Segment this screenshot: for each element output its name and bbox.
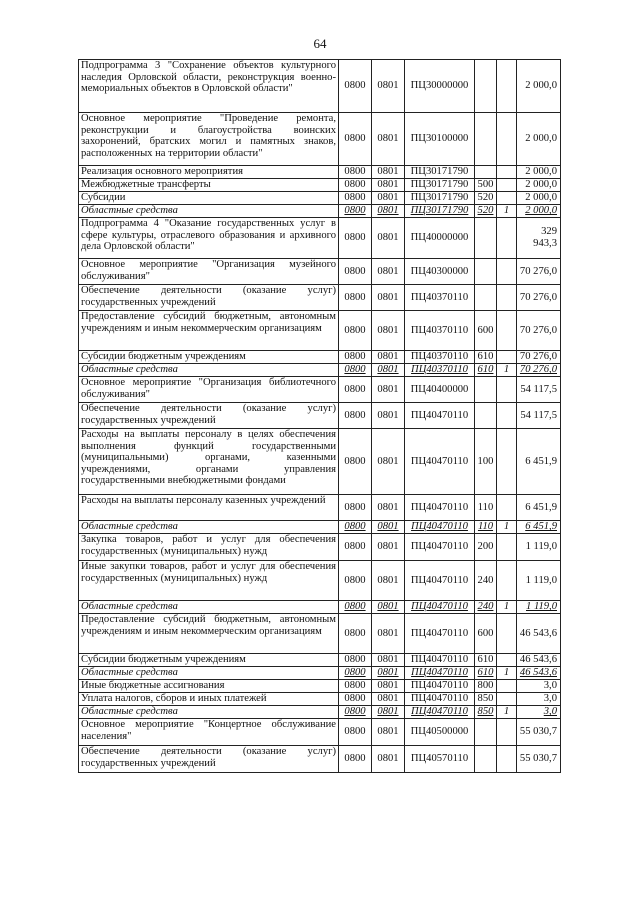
section-code: 0800 xyxy=(339,654,372,667)
amount: 6 451,9 xyxy=(517,495,561,521)
table-row xyxy=(79,311,561,351)
subsection-code: 0801 xyxy=(372,561,405,601)
amount: 6 451,9 xyxy=(517,521,561,534)
row-name: Обеспечение деятельности (оказание услуг) государственных учреждений xyxy=(79,746,339,773)
target-article-code: ПЦ40470110 xyxy=(405,601,475,614)
row-name: Расходы на выплаты персоналу в целях обеспечения выполнения функций государственными (муниципальными) органами, казенными учреждениями, органами управления государственными внебюджетными фондами xyxy=(79,429,339,495)
target-article-code: ПЦ40470110 xyxy=(405,706,475,719)
row-name: Субсидии xyxy=(79,192,339,205)
amount: 3,0 xyxy=(517,706,561,719)
target-article-code: ПЦ40300000 xyxy=(405,259,475,285)
funding-source-code xyxy=(497,259,517,285)
subsection-code: 0801 xyxy=(372,601,405,614)
row-name: Иные бюджетные ассигнования xyxy=(79,680,339,693)
target-article-code: ПЦ40370110 xyxy=(405,351,475,364)
funding-source-code xyxy=(497,377,517,403)
section-code: 0800 xyxy=(339,719,372,746)
row-name: Областные средства xyxy=(79,667,339,680)
row-name: Основное мероприятие "Организация библиотечного обслуживания" xyxy=(79,377,339,403)
table-row xyxy=(79,179,561,192)
amount: 55 030,7 xyxy=(517,719,561,746)
expense-type-code: 520 xyxy=(475,205,497,218)
row-name: Реализация основного мероприятия xyxy=(79,166,339,179)
funding-source-code xyxy=(497,311,517,351)
funding-source-code xyxy=(497,680,517,693)
amount: 3,0 xyxy=(517,680,561,693)
target-article-code: ПЦ40500000 xyxy=(405,719,475,746)
subsection-code: 0801 xyxy=(372,192,405,205)
section-code: 0800 xyxy=(339,429,372,495)
target-article-code: ПЦ40400000 xyxy=(405,377,475,403)
subsection-code: 0801 xyxy=(372,403,405,429)
funding-source-code xyxy=(497,746,517,773)
table-row xyxy=(79,561,561,601)
section-code: 0800 xyxy=(339,614,372,654)
row-name: Подпрограмма 3 "Сохранение объектов культурного наследия Орловской области, реконструкция военно-мемориальных объектов в Орловской области" xyxy=(79,60,339,113)
amount: 2 000,0 xyxy=(517,192,561,205)
target-article-code: ПЦ40370110 xyxy=(405,311,475,351)
section-code: 0800 xyxy=(339,259,372,285)
subsection-code: 0801 xyxy=(372,113,405,166)
row-name: Предоставление субсидий бюджетным, автономным учреждениям и иным некоммерческим организациям xyxy=(79,311,339,351)
subsection-code: 0801 xyxy=(372,495,405,521)
target-article-code: ПЦ30171790 xyxy=(405,205,475,218)
target-article-code: ПЦ40470110 xyxy=(405,534,475,561)
funding-source-code xyxy=(497,654,517,667)
budget-table-body xyxy=(79,60,561,773)
row-name: Предоставление субсидий бюджетным, автономным учреждениям и иным некоммерческим организациям xyxy=(79,614,339,654)
section-code: 0800 xyxy=(339,667,372,680)
expense-type-code: 850 xyxy=(475,706,497,719)
expense-type-code: 850 xyxy=(475,693,497,706)
subsection-code: 0801 xyxy=(372,719,405,746)
table-row xyxy=(79,534,561,561)
table-row xyxy=(79,667,561,680)
page-number: 64 xyxy=(313,36,327,51)
expense-type-code xyxy=(475,113,497,166)
subsection-code: 0801 xyxy=(372,166,405,179)
subsection-code: 0801 xyxy=(372,746,405,773)
table-row xyxy=(79,680,561,693)
section-code: 0800 xyxy=(339,192,372,205)
row-name: Расходы на выплаты персоналу казенных учреждений xyxy=(79,495,339,521)
target-article-code: ПЦ40370110 xyxy=(405,285,475,311)
section-code: 0800 xyxy=(339,680,372,693)
amount: 2 000,0 xyxy=(517,179,561,192)
section-code: 0800 xyxy=(339,746,372,773)
table-row xyxy=(79,403,561,429)
section-code: 0800 xyxy=(339,351,372,364)
amount: 54 117,5 xyxy=(517,377,561,403)
amount: 329 943,3 xyxy=(517,218,561,259)
funding-source-code xyxy=(497,113,517,166)
budget-table xyxy=(78,59,561,773)
subsection-code: 0801 xyxy=(372,179,405,192)
expense-type-code xyxy=(475,218,497,259)
funding-source-code xyxy=(497,561,517,601)
funding-source-code xyxy=(497,534,517,561)
expense-type-code xyxy=(475,746,497,773)
expense-type-code: 110 xyxy=(475,495,497,521)
target-article-code: ПЦ30000000 xyxy=(405,60,475,113)
row-name: Областные средства xyxy=(79,521,339,534)
funding-source-code xyxy=(497,179,517,192)
amount: 1 119,0 xyxy=(517,601,561,614)
expense-type-code xyxy=(475,259,497,285)
target-article-code: ПЦ40570110 xyxy=(405,746,475,773)
subsection-code: 0801 xyxy=(372,351,405,364)
expense-type-code: 110 xyxy=(475,521,497,534)
table-row xyxy=(79,205,561,218)
section-code: 0800 xyxy=(339,166,372,179)
expense-type-code: 610 xyxy=(475,667,497,680)
section-code: 0800 xyxy=(339,218,372,259)
section-code: 0800 xyxy=(339,205,372,218)
row-name: Межбюджетные трансферты xyxy=(79,179,339,192)
table-row xyxy=(79,654,561,667)
table-row xyxy=(79,601,561,614)
table-row xyxy=(79,192,561,205)
subsection-code: 0801 xyxy=(372,680,405,693)
funding-source-code xyxy=(497,429,517,495)
subsection-code: 0801 xyxy=(372,654,405,667)
funding-source-code xyxy=(497,218,517,259)
funding-source-code: 1 xyxy=(497,706,517,719)
funding-source-code xyxy=(497,351,517,364)
row-name: Субсидии бюджетным учреждениям xyxy=(79,351,339,364)
funding-source-code: 1 xyxy=(497,364,517,377)
subsection-code: 0801 xyxy=(372,429,405,495)
amount: 55 030,7 xyxy=(517,746,561,773)
expense-type-code: 520 xyxy=(475,192,497,205)
table-row xyxy=(79,521,561,534)
amount: 1 119,0 xyxy=(517,534,561,561)
funding-source-code: 1 xyxy=(497,521,517,534)
table-row xyxy=(79,166,561,179)
amount: 70 276,0 xyxy=(517,311,561,351)
row-name: Обеспечение деятельности (оказание услуг) государственных учреждений xyxy=(79,403,339,429)
funding-source-code xyxy=(497,614,517,654)
table-row xyxy=(79,259,561,285)
expense-type-code: 600 xyxy=(475,614,497,654)
section-code: 0800 xyxy=(339,403,372,429)
subsection-code: 0801 xyxy=(372,60,405,113)
expense-type-code: 610 xyxy=(475,351,497,364)
row-name: Обеспечение деятельности (оказание услуг) государственных учреждений xyxy=(79,285,339,311)
row-name: Закупка товаров, работ и услуг для обеспечения государственных (муниципальных) нужд xyxy=(79,534,339,561)
target-article-code: ПЦ30100000 xyxy=(405,113,475,166)
amount: 46 543,6 xyxy=(517,667,561,680)
row-name: Основное мероприятие "Концертное обслуживание населения" xyxy=(79,719,339,746)
target-article-code: ПЦ40470110 xyxy=(405,654,475,667)
row-name: Основное мероприятие "Проведение ремонта, реконструкции и благоустройства воинских захоронений, братских могил и памятных знаков, расположенных на территории области" xyxy=(79,113,339,166)
section-code: 0800 xyxy=(339,113,372,166)
subsection-code: 0801 xyxy=(372,534,405,561)
amount: 70 276,0 xyxy=(517,259,561,285)
table-row xyxy=(79,285,561,311)
funding-source-code xyxy=(497,192,517,205)
section-code: 0800 xyxy=(339,521,372,534)
funding-source-code xyxy=(497,693,517,706)
section-code: 0800 xyxy=(339,706,372,719)
subsection-code: 0801 xyxy=(372,364,405,377)
expense-type-code xyxy=(475,285,497,311)
target-article-code: ПЦ30171790 xyxy=(405,179,475,192)
section-code: 0800 xyxy=(339,377,372,403)
expense-type-code: 200 xyxy=(475,534,497,561)
expense-type-code xyxy=(475,60,497,113)
target-article-code: ПЦ40470110 xyxy=(405,495,475,521)
row-name: Иные закупки товаров, работ и услуг для обеспечения государственных (муниципальных) нужд xyxy=(79,561,339,601)
table-row xyxy=(79,351,561,364)
expense-type-code: 600 xyxy=(475,311,497,351)
row-name: Областные средства xyxy=(79,706,339,719)
section-code: 0800 xyxy=(339,693,372,706)
target-article-code: ПЦ40470110 xyxy=(405,403,475,429)
row-name: Областные средства xyxy=(79,364,339,377)
expense-type-code: 610 xyxy=(475,654,497,667)
expense-type-code xyxy=(475,403,497,429)
section-code: 0800 xyxy=(339,601,372,614)
section-code: 0800 xyxy=(339,285,372,311)
subsection-code: 0801 xyxy=(372,285,405,311)
subsection-code: 0801 xyxy=(372,614,405,654)
subsection-code: 0801 xyxy=(372,706,405,719)
table-row xyxy=(79,693,561,706)
section-code: 0800 xyxy=(339,364,372,377)
target-article-code: ПЦ40000000 xyxy=(405,218,475,259)
target-article-code: ПЦ40470110 xyxy=(405,614,475,654)
subsection-code: 0801 xyxy=(372,259,405,285)
amount: 70 276,0 xyxy=(517,351,561,364)
target-article-code: ПЦ40470110 xyxy=(405,667,475,680)
row-name: Областные средства xyxy=(79,205,339,218)
expense-type-code xyxy=(475,166,497,179)
funding-source-code xyxy=(497,403,517,429)
table-row xyxy=(79,614,561,654)
target-article-code: ПЦ30171790 xyxy=(405,166,475,179)
table-row xyxy=(79,377,561,403)
expense-type-code: 240 xyxy=(475,601,497,614)
section-code: 0800 xyxy=(339,534,372,561)
row-name: Субсидии бюджетным учреждениям xyxy=(79,654,339,667)
expense-type-code: 610 xyxy=(475,364,497,377)
target-article-code: ПЦ40470110 xyxy=(405,561,475,601)
table-row xyxy=(79,60,561,113)
row-name: Основное мероприятие "Организация музейного обслуживания" xyxy=(79,259,339,285)
funding-source-code: 1 xyxy=(497,601,517,614)
amount: 6 451,9 xyxy=(517,429,561,495)
amount: 1 119,0 xyxy=(517,561,561,601)
row-name: Подпрограмма 4 "Оказание государственных услуг в сфере культуры, отраслевого образования и архивного дела Орловской области" xyxy=(79,218,339,259)
funding-source-code xyxy=(497,495,517,521)
expense-type-code: 240 xyxy=(475,561,497,601)
amount: 3,0 xyxy=(517,693,561,706)
expense-type-code: 100 xyxy=(475,429,497,495)
amount: 70 276,0 xyxy=(517,285,561,311)
section-code: 0800 xyxy=(339,495,372,521)
target-article-code: ПЦ40370110 xyxy=(405,364,475,377)
table-row xyxy=(79,495,561,521)
target-article-code: ПЦ40470110 xyxy=(405,693,475,706)
target-article-code: ПЦ40470110 xyxy=(405,680,475,693)
section-code: 0800 xyxy=(339,179,372,192)
amount: 2 000,0 xyxy=(517,60,561,113)
row-name: Уплата налогов, сборов и иных платежей xyxy=(79,693,339,706)
expense-type-code: 800 xyxy=(475,680,497,693)
section-code: 0800 xyxy=(339,561,372,601)
subsection-code: 0801 xyxy=(372,205,405,218)
funding-source-code xyxy=(497,719,517,746)
table-row xyxy=(79,429,561,495)
expense-type-code xyxy=(475,377,497,403)
row-name: Областные средства xyxy=(79,601,339,614)
funding-source-code: 1 xyxy=(497,667,517,680)
subsection-code: 0801 xyxy=(372,693,405,706)
funding-source-code xyxy=(497,60,517,113)
amount: 54 117,5 xyxy=(517,403,561,429)
amount: 2 000,0 xyxy=(517,166,561,179)
funding-source-code: 1 xyxy=(497,205,517,218)
funding-source-code xyxy=(497,285,517,311)
table-row xyxy=(79,746,561,773)
subsection-code: 0801 xyxy=(372,377,405,403)
section-code: 0800 xyxy=(339,60,372,113)
amount: 2 000,0 xyxy=(517,113,561,166)
amount: 46 543,6 xyxy=(517,654,561,667)
table-row xyxy=(79,719,561,746)
section-code: 0800 xyxy=(339,311,372,351)
table-row xyxy=(79,706,561,719)
expense-type-code: 500 xyxy=(475,179,497,192)
subsection-code: 0801 xyxy=(372,218,405,259)
amount: 70 276,0 xyxy=(517,364,561,377)
amount: 46 543,6 xyxy=(517,614,561,654)
target-article-code: ПЦ40470110 xyxy=(405,521,475,534)
amount: 2 000,0 xyxy=(517,205,561,218)
target-article-code: ПЦ40470110 xyxy=(405,429,475,495)
target-article-code: ПЦ30171790 xyxy=(405,192,475,205)
subsection-code: 0801 xyxy=(372,311,405,351)
funding-source-code xyxy=(497,166,517,179)
table-row xyxy=(79,218,561,259)
expense-type-code xyxy=(475,719,497,746)
table-row xyxy=(79,364,561,377)
subsection-code: 0801 xyxy=(372,667,405,680)
table-row xyxy=(79,113,561,166)
subsection-code: 0801 xyxy=(372,521,405,534)
